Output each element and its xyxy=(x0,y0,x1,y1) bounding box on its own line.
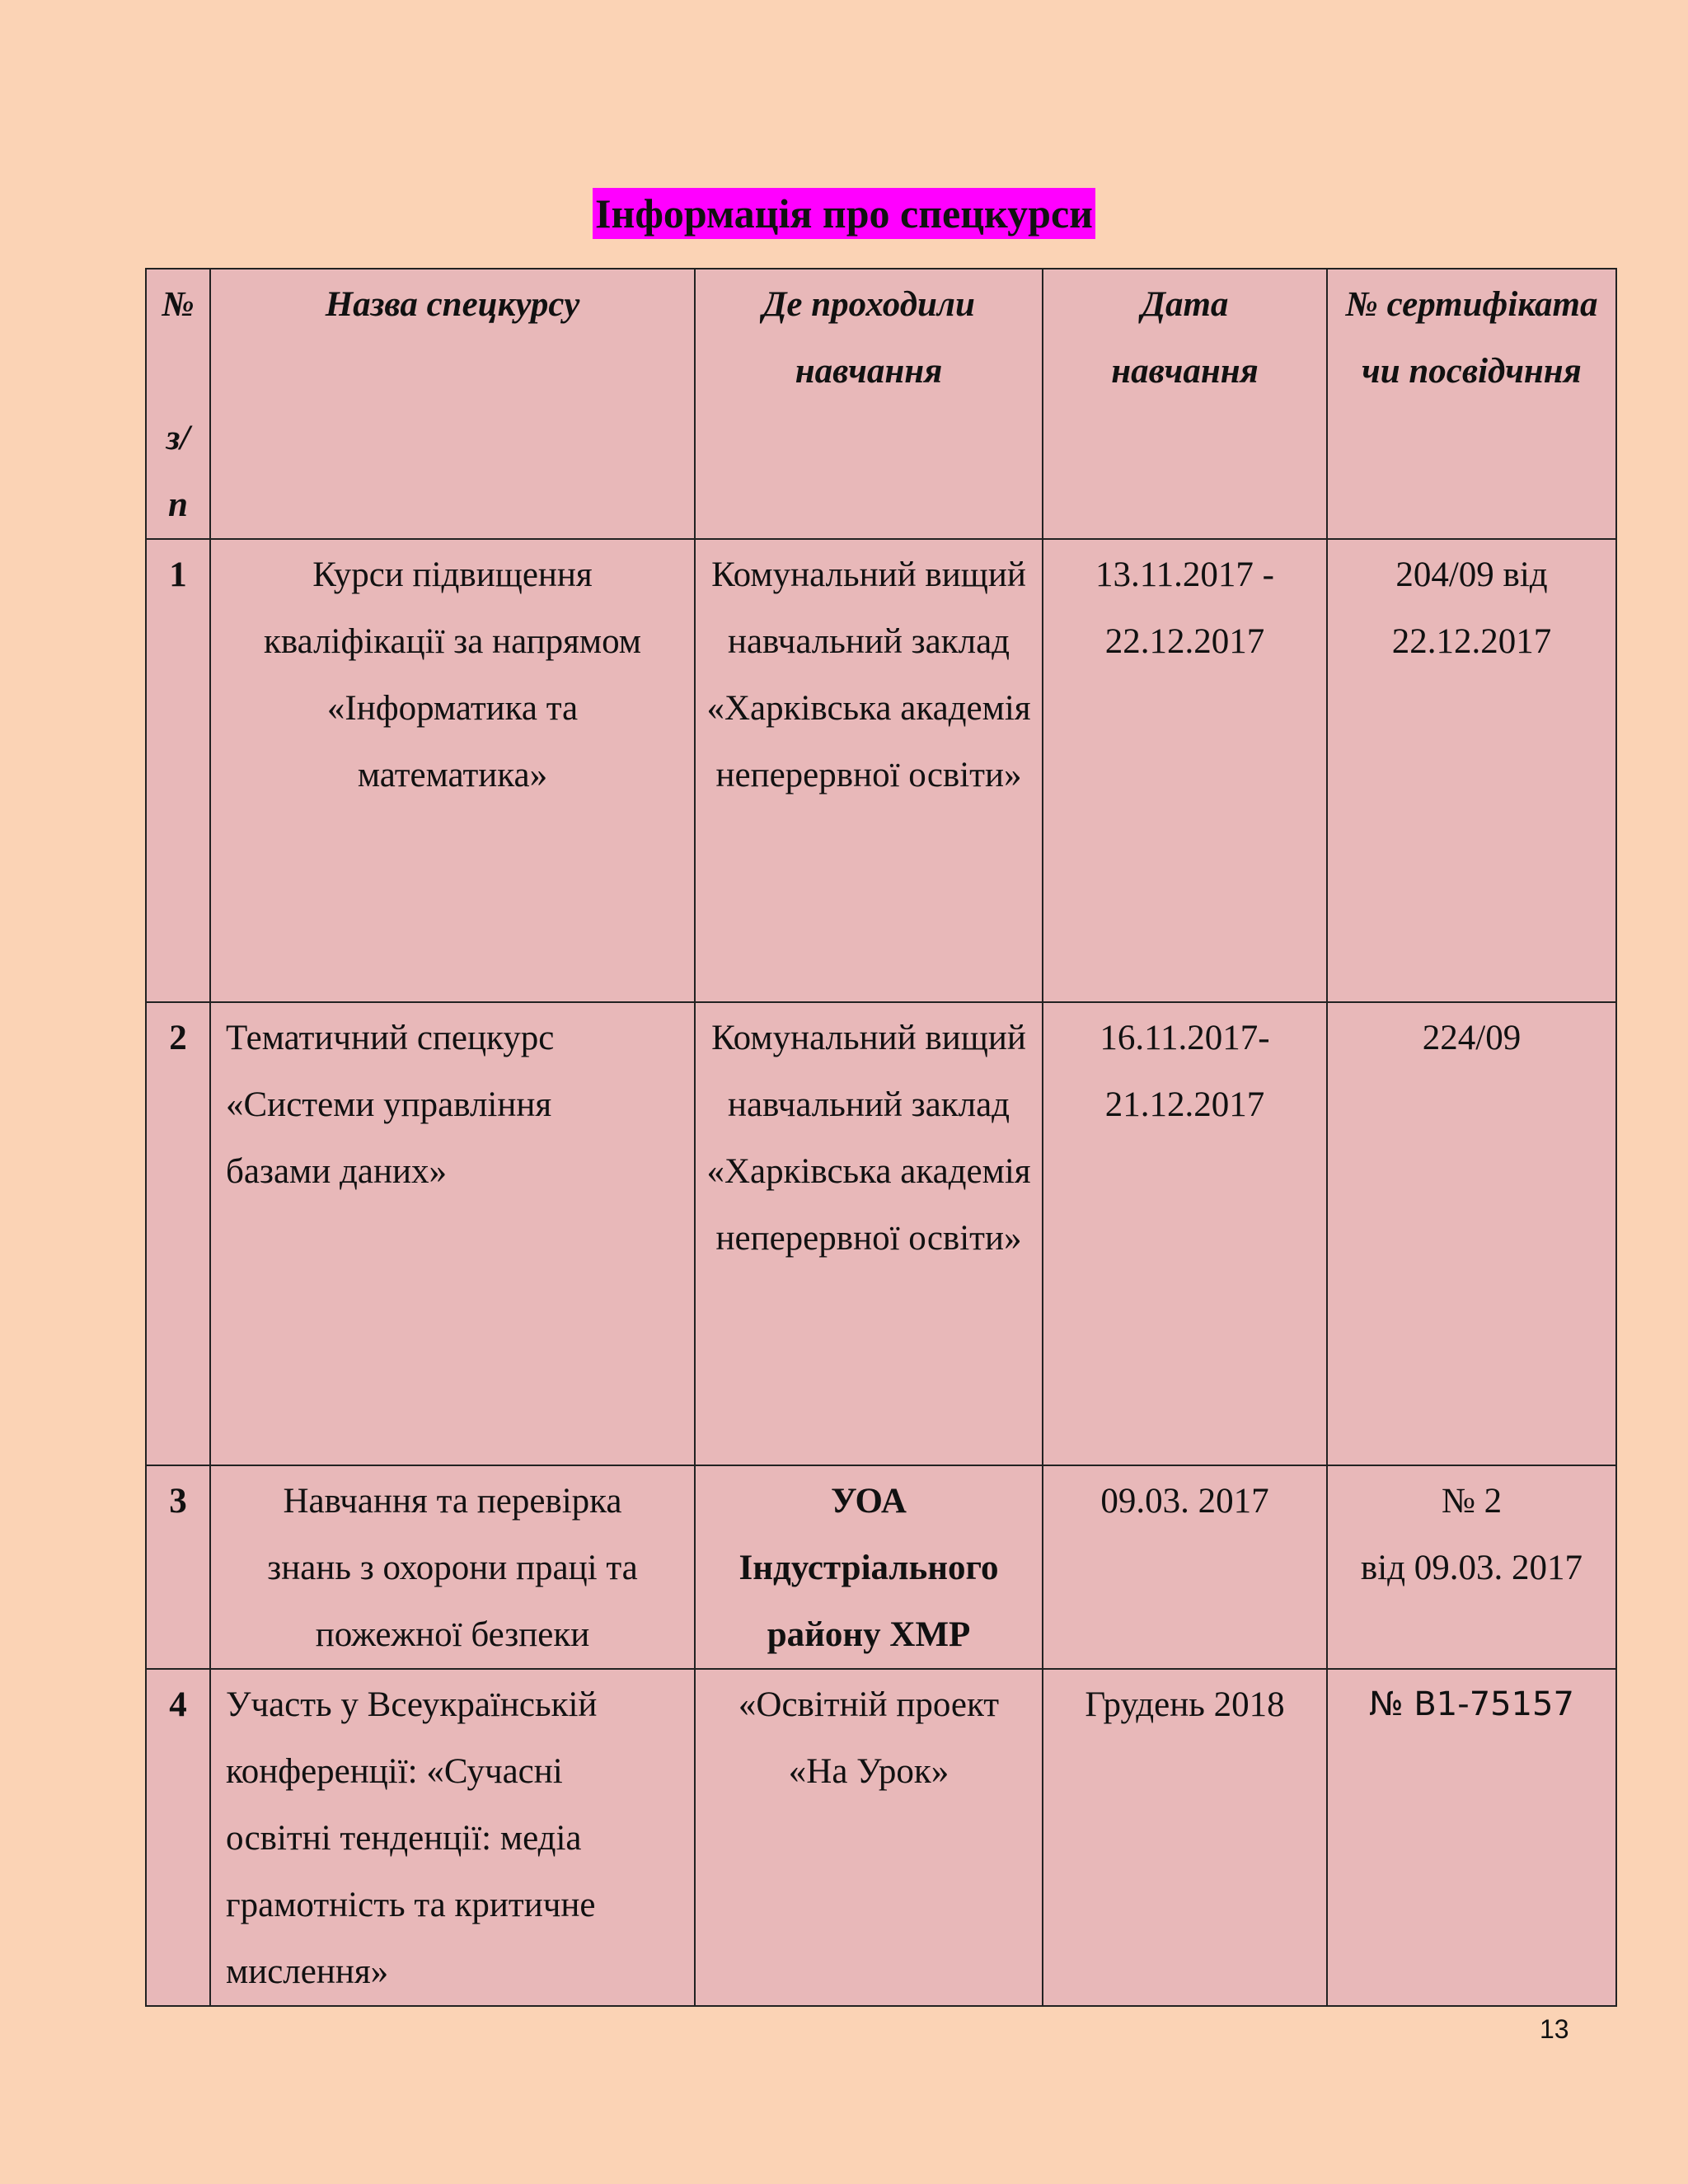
course-name: Навчання та перевірка знань з охорони праці та пожежної безпеки xyxy=(210,1465,695,1669)
course-place: Комунальний вищий навчальний заклад «Харківська академія неперервної освіти» xyxy=(695,1002,1043,1465)
table-row xyxy=(146,1002,1616,1465)
cert-date: від 09.03. 2017 xyxy=(1360,1549,1583,1587)
row-number: 1 xyxy=(146,539,210,1002)
row-number: 2 xyxy=(146,1002,210,1465)
header-date: Дата навчання xyxy=(1043,269,1327,539)
course-cert: 204/09 від 22.12.2017 xyxy=(1327,539,1616,1002)
row-number: 3 xyxy=(146,1465,210,1669)
course-name: Участь у Всеукраїнській конференції: «Сучасні освітні тенденції: медіа грамотність та критичне мислення» xyxy=(210,1669,695,2006)
header-name: Назва спецкурсу xyxy=(210,269,695,539)
header-cert: № сертифіката чи посвідчння xyxy=(1327,269,1616,539)
courses-table xyxy=(145,268,1617,2007)
page-number: 13 xyxy=(1540,2014,1569,2044)
course-cert xyxy=(1327,1465,1616,1669)
course-date: Грудень 2018 xyxy=(1043,1669,1327,2006)
course-name: Тематичний спецкурс «Системи управління базами даних» xyxy=(210,1002,695,1465)
course-date: 16.11.2017- 21.12.2017 xyxy=(1043,1002,1327,1465)
course-place: «Освітній проект «На Урок» xyxy=(695,1669,1043,2006)
course-cert: 224/09 xyxy=(1327,1002,1616,1465)
row-number: 4 xyxy=(146,1669,210,2006)
course-place: Комунальний вищий навчальний заклад «Харківська академія неперервної освіти» xyxy=(695,539,1043,1002)
header-where: Де проходили навчання xyxy=(695,269,1043,539)
table-row xyxy=(146,1465,1616,1669)
cert-number: № 2 xyxy=(1441,1482,1503,1521)
course-place: УОА Індустріального району ХМР xyxy=(695,1465,1043,1669)
course-date: 09.03. 2017 xyxy=(1043,1465,1327,1669)
page-title: Інформація про спецкурси xyxy=(593,188,1095,239)
course-date: 13.11.2017 - 22.12.2017 xyxy=(1043,539,1327,1002)
header-num: № з/п xyxy=(146,269,210,539)
table-row xyxy=(146,1669,1616,2006)
course-cert: № В1-75157 xyxy=(1327,1669,1616,2006)
table-row xyxy=(146,539,1616,1002)
table-header-row xyxy=(146,269,1616,539)
course-name: Курси підвищення кваліфікації за напрямом «Інформатика та математика» xyxy=(210,539,695,1002)
